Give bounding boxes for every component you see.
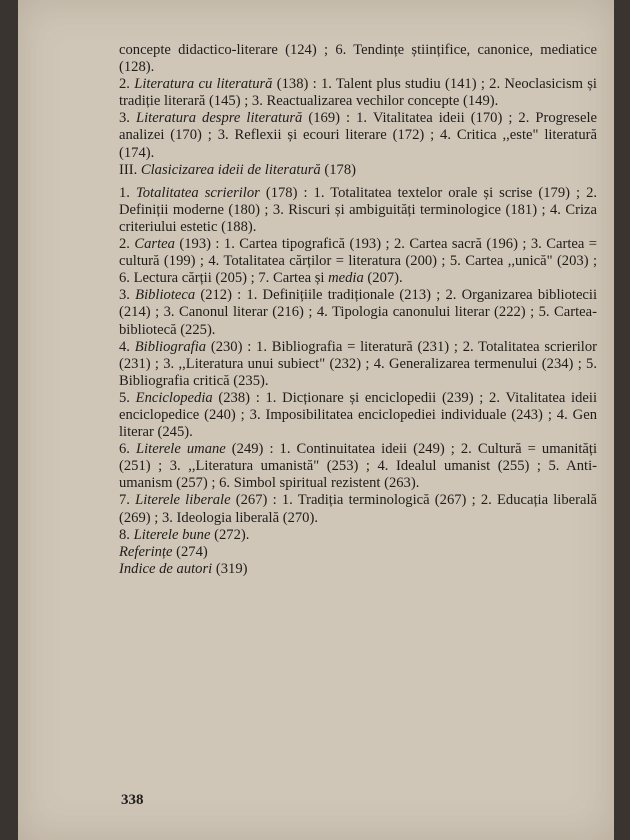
toc-entry-bibliografia: 4. Bibliografia (230) : 1. Bibliografia = literatură (231) ; 2. Totalitatea scrierilor (231) ; 3. ,,Literatura unui subiect" (232) ; 4. Generalizarea termenului (234) ; 5. Bibliografia critică (235). bbox=[119, 338, 597, 389]
table-of-contents bbox=[119, 42, 597, 578]
toc-paragraph-1: concepte didactico-literare (124) ; 6. Tendințe științifice, canonice, mediatice (128). bbox=[119, 42, 597, 76]
book-page bbox=[18, 0, 614, 840]
toc-paragraph-2: 2. Literatura cu literatură (138) : 1. Talent plus studiu (141) ; 2. Neoclasicism și tradiție literară (145) ; 3. Reactualizarea vechilor concepte (149). bbox=[119, 76, 597, 110]
toc-entry-cartea: 2. Cartea (193) : 1. Cartea tipografică (193) ; 2. Cartea sacră (196) ; 3. Cartea = cultură (199) ; 4. Totalitatea cărților = literatura (200) ; 5. Cartea ,,unică" (203) ; 6. Lectura cărții (205) ; 7. Cartea și media (207). bbox=[119, 236, 597, 287]
toc-entry-literele-bune: 8. Literele bune (272). bbox=[119, 526, 250, 543]
section-heading: III. Clasicizarea ideii de literatură (178) bbox=[119, 161, 356, 178]
page-number: 338 bbox=[121, 792, 144, 808]
toc-references: Referințe (274) bbox=[119, 543, 208, 560]
toc-paragraph-3: 3. Literatura despre literatură (169) : 1. Vitalitatea ideii (170) ; 2. Progresele analizei (170) ; 3. Reflexii și ecouri literare (172) ; 4. Critica ,,este" literatură (174). bbox=[119, 110, 597, 161]
toc-entry-literele-umane: 6. Literele umane (249) : 1. Continuitatea ideii (249) ; 2. Cultură = umanități (251) ; 3. ,,Literatura umanistă" (253) ; 4. Idealul umanist (255) ; 5. Anti-umanism (257) ; 6. Simbol spiritual rezistent (263). bbox=[119, 441, 598, 492]
toc-entry-biblioteca: 3. Biblioteca (212) : 1. Definițiile tradiționale (213) ; 2. Organizarea bibliotecii (214) ; 3. Canonul literar (216) ; 4. Tipologia canonului literar (222) ; 5. Cartea-bibliotecă (225). bbox=[119, 287, 598, 338]
toc-entry-totalitatea: 1. Totalitatea scrierilor (178) : 1. Totalitatea textelor orale și scrise (179) ; 2. Definiții moderne (180) ; 3. Riscuri și ambiguități terminologice (181) ; 4. Criza criteriului estetic (188). bbox=[119, 184, 598, 235]
toc-author-index: Indice de autori (319) bbox=[119, 560, 248, 577]
toc-entry-enciclopedia: 5. Enciclopedia (238) : 1. Dicționare și enciclopedii (239) ; 2. Vitalitatea ideii enciclopedice (240) ; 3. Imposibilitatea enciclopediei individuale (243) ; 4. Gen literar (245). bbox=[119, 389, 597, 441]
toc-entry-literele-liberale: 7. Literele liberale (267) : 1. Tradiția terminologică (267) ; 2. Educația liberală (269) ; 3. Ideologia liberală (270). bbox=[119, 492, 597, 526]
